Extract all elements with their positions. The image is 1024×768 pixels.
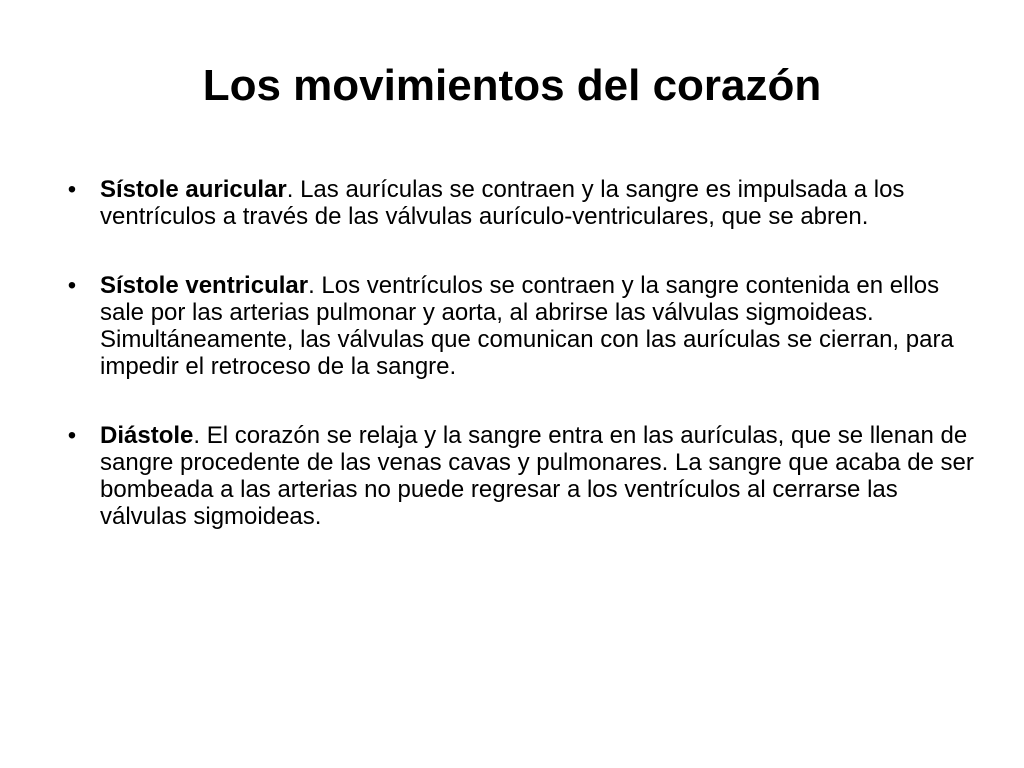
bullet-dot-icon: • <box>67 176 77 203</box>
bullet-dot-icon: • <box>67 272 77 299</box>
slide-title: Los movimientos del corazón <box>202 61 822 110</box>
bullet-term: Diástole <box>100 422 194 449</box>
bullet-term: Sístole auricular <box>100 176 287 203</box>
bullet-term: Sístole ventricular <box>100 272 309 299</box>
bullet-item-sistole-auricular <box>62 176 982 230</box>
bullet-item-sistole-ventricular <box>62 272 982 380</box>
bullet-dot-icon: • <box>67 422 77 449</box>
bullet-text: . Los ventrículos se contraen y la sangre contenida en ellos sale por las arterias pulmonar y aorta, al abrirse las válvulas sigmoideas. Simultáneamente, las válvulas que comunican con las aurículas se cierran, para impedir el retroceso de la sangre. <box>100 272 954 380</box>
bullet-text: . Las aurículas se contraen y la sangre es impulsada a los ventrículos a través de las válvulas aurículo-ventriculares, que se abren. <box>100 176 905 230</box>
bullet-item-diastole <box>62 422 982 530</box>
bullet-list <box>62 176 982 572</box>
bullet-text: . El corazón se relaja y la sangre entra en las aurículas, que se llenan de sangre procedente de las venas cavas y pulmonares. La sangre que acaba de ser bombeada a las arterias no puede regresar a los ventrículos al cerrarse las válvulas sigmoideas. <box>100 422 974 530</box>
